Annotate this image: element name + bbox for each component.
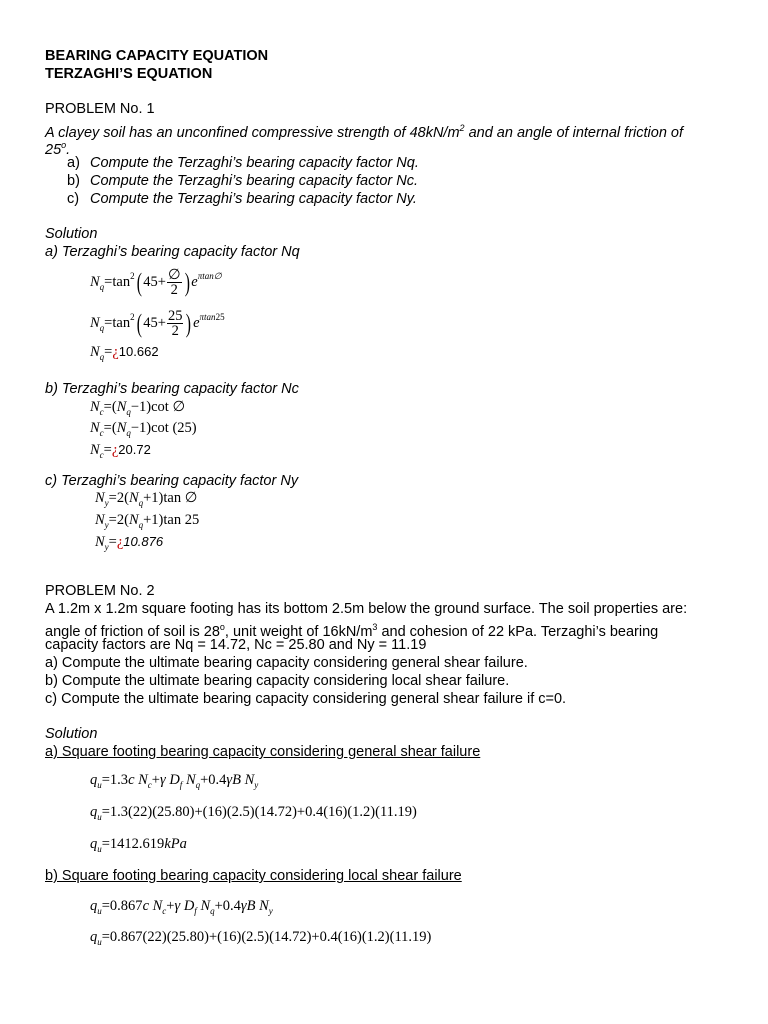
problem-2-item-a: a) Compute the ultimate bearing capacity considering general shear failure. — [45, 655, 528, 671]
heading-line-1: BEARING CAPACITY EQUATION — [45, 48, 269, 64]
problem-2-title: PROBLEM No. 2 — [45, 583, 155, 599]
problem-1-item-b: b) Compute the Terzaghi’s bearing capacity factor Nc. — [67, 173, 419, 189]
p2-part-b-title: b) Square footing bearing capacity considering local shear failure — [45, 868, 462, 884]
problem-1-title: PROBLEM No. 1 — [45, 101, 155, 117]
problem-2-line-3: capacity factors are Nq = 14.72, Nc = 25.80 and Ny = 11.19 — [45, 637, 427, 653]
problem-2-item-c: c) Compute the ultimate bearing capacity considering general shear failure if c=0. — [45, 691, 567, 707]
heading-line-2: TERZAGHI’S EQUATION — [45, 66, 213, 82]
problem-1-statement-cont: 25$^o$. — [45, 140, 71, 158]
nq-equation-2: $N_q=\tan^2$( 45+ $\frac{25}{2}$ ) $e^{\pi tan25}$ — [90, 308, 225, 340]
part-a-title: a) Terzaghi’s bearing capacity factor Nq — [45, 244, 300, 260]
nq-equation-1: $N_q=\tan^2$( 45+ $\frac{\emptyset}{2}$ ) $e^{\pi tan\emptyset}$ — [90, 267, 222, 299]
qu-general-result: $q_u=1412.619kPa$ — [90, 836, 187, 854]
problem-2-line-2: angle of friction of soil is 28$^o$, unit weight of $16kN/m^3$ and cohesion of 22 kPa. Terzaghi’s bearing — [45, 622, 659, 640]
nc-equation-1: $N_c=(N_q-1)\cot$ ∅ — [90, 399, 186, 417]
part-c-title: c) Terzaghi’s bearing capacity factor Ny — [45, 473, 299, 489]
qu-general-formula: $q_u=1.3c$ $N_c+\gamma$ $D_f$ $N_q+0.4\gamma B$ $N_y$ — [90, 772, 259, 790]
problem-1-statement: A clayey soil has an unconfined compressive strength of $48kN/m^2$ and an angle of internal friction of — [45, 123, 684, 141]
p2-part-a-title: a) Square footing bearing capacity considering general shear failure — [45, 744, 481, 760]
part-b-title: b) Terzaghi’s bearing capacity factor Nc — [45, 381, 299, 397]
qu-local-substituted: $q_u=0.867(22)(25.80)+(16)(2.5)(14.72)+0.4(16)(1.2)(11.19)$ — [90, 929, 432, 947]
problem-1-item-c: c) Compute the Terzaghi’s bearing capacity factor Ny. — [67, 191, 417, 207]
qu-general-substituted: $q_u=1.3(22)(25.80)+(16)(2.5)(14.72)+0.4(16)(1.2)(11.19)$ — [90, 804, 417, 822]
nq-result: $N_q=¿10.662$ — [90, 344, 159, 362]
ny-equation-2: $N_y=2(N_q+1)\tan$ 25 — [95, 512, 200, 530]
solution-label-1: Solution — [45, 226, 98, 242]
nc-equation-2: $N_c=(N_q-1)\cot$ (25) — [90, 420, 197, 438]
qu-local-formula: $q_u=0.867c$ $N_c+\gamma$ $D_f$ $N_q+0.4\gamma B$ $N_y$ — [90, 898, 273, 916]
problem-2-line-1: A 1.2m x 1.2m square footing has its bottom 2.5m below the ground surface. The soil properties are: — [45, 601, 688, 617]
nc-result: $N_c=¿20.72$ — [90, 442, 151, 460]
problem-1-item-a: a) Compute the Terzaghi’s bearing capacity factor Nq. — [67, 155, 419, 171]
ny-equation-1: $N_y=2(N_q+1)\tan$ ∅ — [95, 490, 198, 508]
ny-result: $N_y=¿10.876$ — [95, 534, 164, 552]
solution-label-2: Solution — [45, 726, 98, 742]
problem-2-item-b: b) Compute the ultimate bearing capacity considering local shear failure. — [45, 673, 510, 689]
